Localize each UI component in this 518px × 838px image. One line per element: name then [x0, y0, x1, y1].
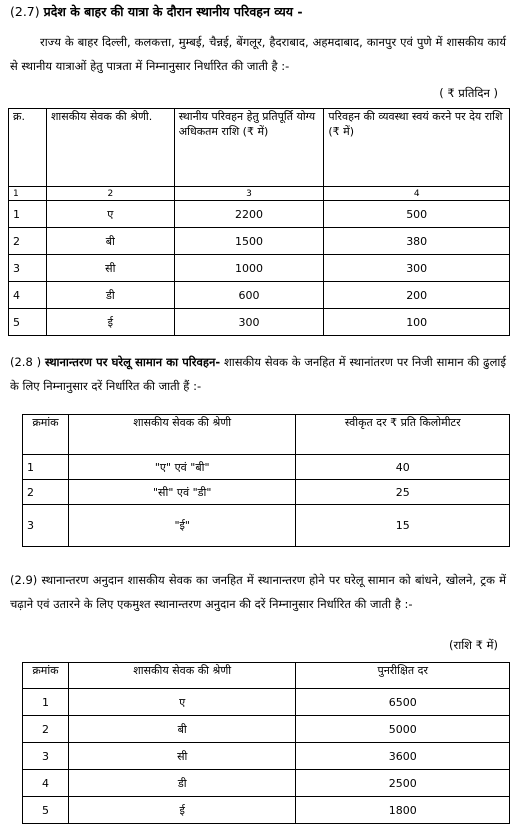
- table-row: [9, 309, 510, 336]
- cell-category: डी: [46, 282, 174, 309]
- cell-category: डी: [68, 770, 295, 797]
- table-header-row: [23, 663, 510, 689]
- cell-serial: 3: [23, 505, 69, 547]
- header-cell: पुनरीक्षित दर: [296, 663, 510, 689]
- cell-serial: 3: [9, 255, 47, 282]
- table-transfer-grant: [22, 662, 510, 824]
- unit-note: ( ₹ प्रतिदिन ): [439, 86, 498, 100]
- cell-rate: 15: [296, 505, 510, 547]
- cell-category: "सी" एवं "डी": [68, 480, 295, 505]
- cell-revised-rate: 3600: [296, 743, 510, 770]
- section-2-9-paragraph: [10, 568, 506, 616]
- cell-category: ई: [68, 797, 295, 824]
- column-number: 2: [46, 187, 174, 201]
- section-2-8-paragraph: [10, 350, 506, 398]
- cell-max-amount: 1500: [174, 228, 324, 255]
- cell-max-amount: 2200: [174, 201, 324, 228]
- table-row: [23, 455, 510, 480]
- cell-self-amount: 380: [324, 228, 510, 255]
- section-2-7-heading: [10, 4, 303, 20]
- section-title: स्थानान्तरण पर घरेलू सामान का परिवहन-: [44, 355, 221, 369]
- cell-self-amount: 300: [324, 255, 510, 282]
- cell-category: "ई": [68, 505, 295, 547]
- cell-serial: 5: [23, 797, 69, 824]
- table-row: [9, 228, 510, 255]
- table-local-transport: [8, 108, 510, 336]
- unit-note: (राशि ₹ में): [449, 638, 498, 652]
- cell-serial: 2: [23, 480, 69, 505]
- column-number-row: [9, 187, 510, 201]
- table-row: [9, 282, 510, 309]
- cell-serial: 1: [23, 689, 69, 716]
- cell-serial: 1: [9, 201, 47, 228]
- cell-category: ए: [68, 689, 295, 716]
- table-row: [23, 480, 510, 505]
- header-cell: क्रमांक: [23, 415, 69, 455]
- table-goods-transport: [22, 414, 510, 547]
- header-cell: स्थानीय परिवहन हेतु प्रतिपूर्ति योग्य अधिकतम राशि (₹ में): [174, 109, 324, 187]
- table-row: [9, 255, 510, 282]
- table-row: [9, 201, 510, 228]
- table-row: [23, 505, 510, 547]
- header-cell: शासकीय सेवक की श्रेणी: [68, 415, 295, 455]
- cell-self-amount: 200: [324, 282, 510, 309]
- cell-serial: 2: [23, 716, 69, 743]
- table-row: [23, 689, 510, 716]
- section-body: शासकीय सेवक के जनहित में स्थानांतरण पर निजी सामान की ढुलाई के लिए निम्नानुसार दरें निर्धारित की जाती हैं :-: [10, 355, 506, 393]
- column-number: 4: [324, 187, 510, 201]
- cell-rate: 40: [296, 455, 510, 480]
- table-header-row: [9, 109, 510, 187]
- cell-max-amount: 600: [174, 282, 324, 309]
- column-number: 1: [9, 187, 47, 201]
- cell-category: ए: [46, 201, 174, 228]
- section-2-7-paragraph: राज्य के बाहर दिल्ली, कलकत्ता, मुम्बई, चैन्नई, बेंगलूर, हैदराबाद, अहमदाबाद, कानपुर एवं पुणे में शासकीय कार्य से स्थानीय यात्राओं हेतु पात्रता में निम्नानुसार निर्धारित की जाती है :-: [10, 35, 506, 73]
- header-cell: परिवहन की व्यवस्था स्वयं करने पर देय राशि (₹ में): [324, 109, 510, 187]
- cell-serial: 3: [23, 743, 69, 770]
- cell-category: "ए" एवं "बी": [68, 455, 295, 480]
- section-number: (2.8 ): [10, 355, 42, 369]
- header-cell: क्रमांक: [23, 663, 69, 689]
- cell-self-amount: 500: [324, 201, 510, 228]
- table-header-row: [23, 415, 510, 455]
- cell-serial: 4: [23, 770, 69, 797]
- cell-max-amount: 300: [174, 309, 324, 336]
- cell-revised-rate: 1800: [296, 797, 510, 824]
- cell-revised-rate: 6500: [296, 689, 510, 716]
- cell-serial: 2: [9, 228, 47, 255]
- table-row: [23, 770, 510, 797]
- cell-category: ई: [46, 309, 174, 336]
- cell-serial: 5: [9, 309, 47, 336]
- cell-category: सी: [68, 743, 295, 770]
- header-cell: स्वीकृत दर ₹ प्रति किलोमीटर: [296, 415, 510, 455]
- cell-serial: 4: [9, 282, 47, 309]
- table-row: [23, 797, 510, 824]
- cell-max-amount: 1000: [174, 255, 324, 282]
- section-number: (2.7): [10, 4, 40, 19]
- header-cell: शासकीय सेवक की श्रेणी: [68, 663, 295, 689]
- section-title: प्रदेश के बाहर की यात्रा के दौरान स्थानीय परिवहन व्यय -: [43, 4, 303, 19]
- cell-serial: 1: [23, 455, 69, 480]
- header-cell: शासकीय सेवक की श्रेणी.: [46, 109, 174, 187]
- table-row: [23, 716, 510, 743]
- cell-rate: 25: [296, 480, 510, 505]
- cell-revised-rate: 2500: [296, 770, 510, 797]
- cell-category: बी: [68, 716, 295, 743]
- cell-category: सी: [46, 255, 174, 282]
- column-number: 3: [174, 187, 324, 201]
- cell-revised-rate: 5000: [296, 716, 510, 743]
- cell-self-amount: 100: [324, 309, 510, 336]
- header-cell: क्र.: [9, 109, 47, 187]
- section-body: स्थानान्तरण अनुदान शासकीय सेवक का जनहित में स्थानान्तरण होने पर घरेलू सामान को बांधने, खोलने, ट्रक में चढ़ाने एवं उतारने के लिए एकमुश्त स्थानान्तरण अनुदान की दरें निम्नानुसार निर्धारित की जाती है :-: [10, 573, 506, 611]
- table-row: [23, 743, 510, 770]
- section-number: (2.9): [10, 573, 38, 587]
- cell-category: बी: [46, 228, 174, 255]
